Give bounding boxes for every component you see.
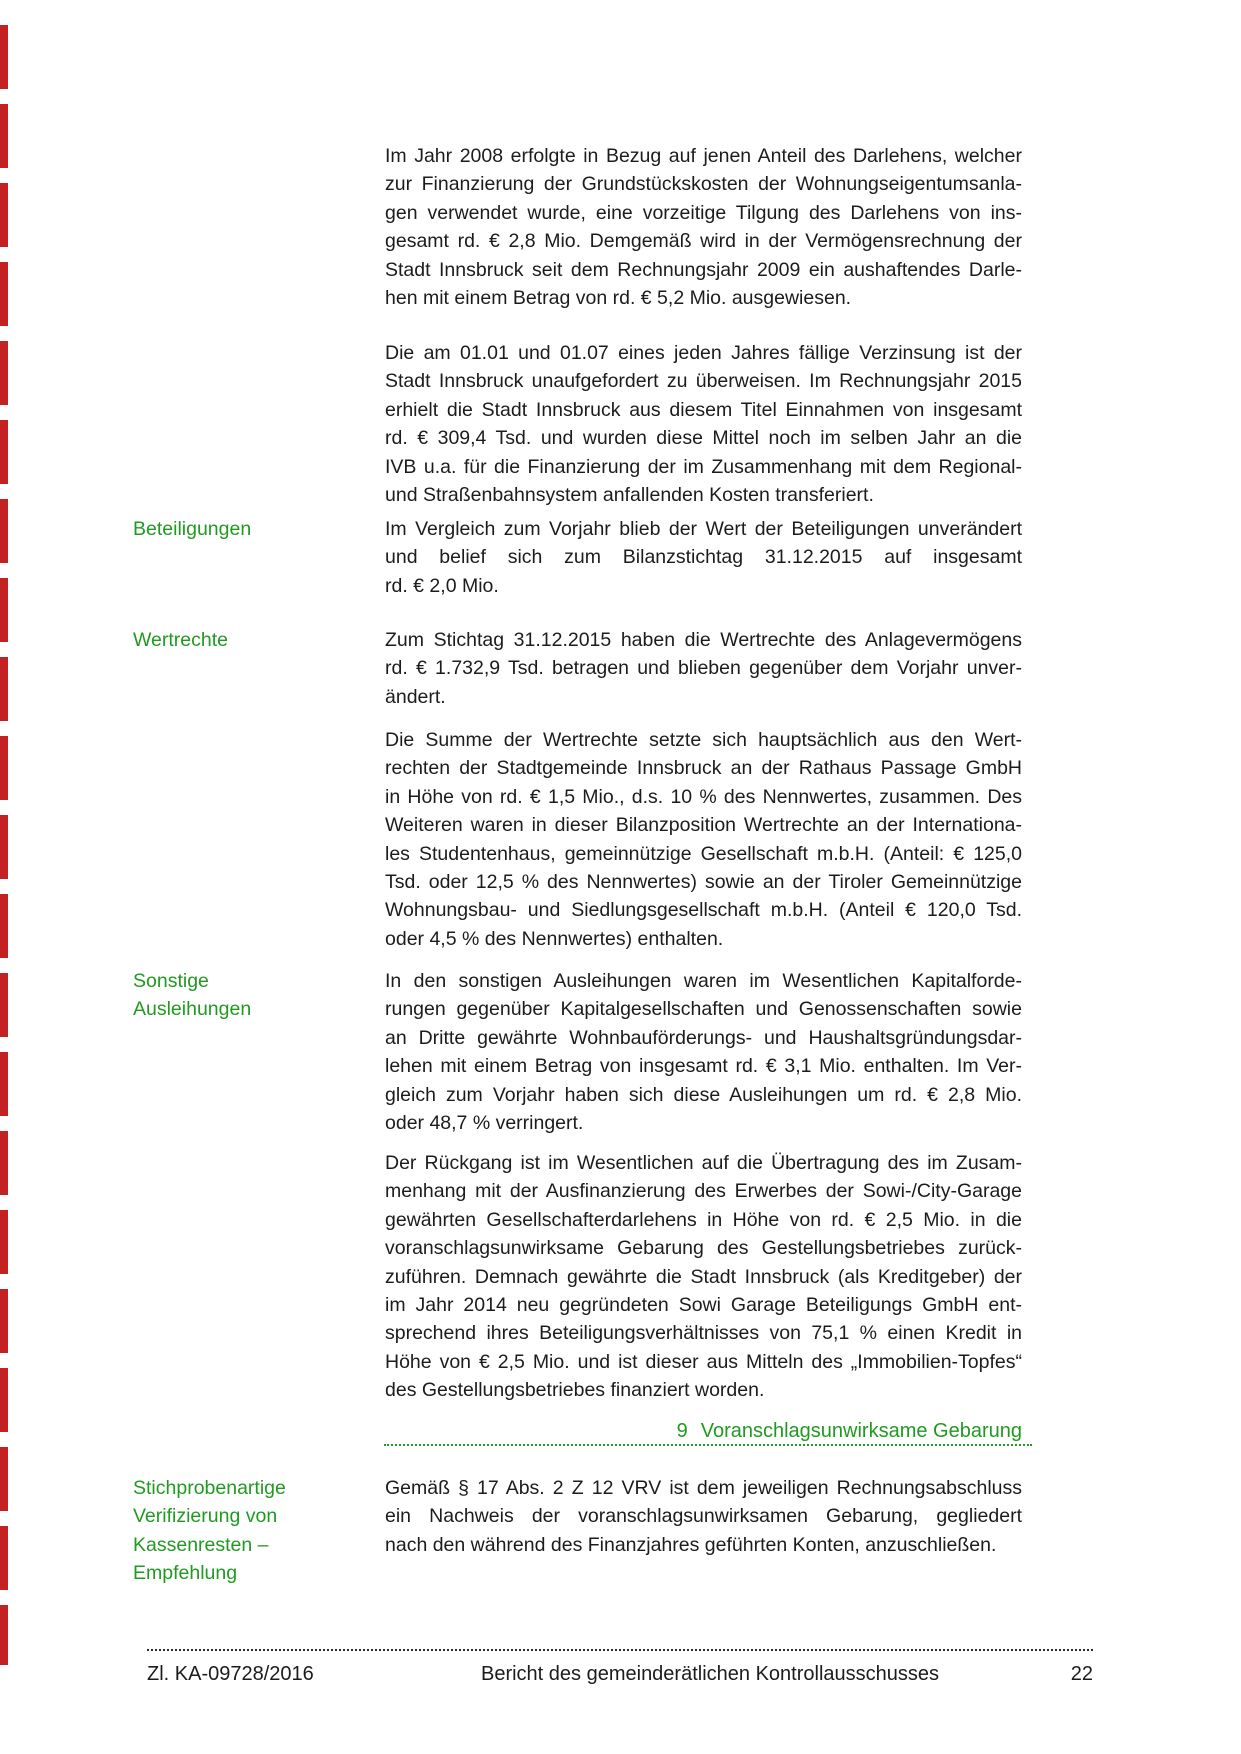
text-line: des Gestellungsbetriebes finanziert worden. [385,1379,765,1402]
text-line: gleich zum Vorjahr haben sich diese Ausleihungen um rd. € 2,8 Mio. [385,1083,1022,1106]
text-line: Die Summe der Wertrechte setzte sich hauptsächlich aus den Wert- [385,729,1022,751]
text-line: zuführen. Demnach gewährte die Stadt Innsbruck (als Kreditgeber) der [385,1265,1022,1288]
text-line: rd. € 309,4 Tsd. und wurden diese Mittel noch im selben Jahr an die [385,427,1022,450]
text-line: und Straßenbahnsystem anfallenden Kosten transferiert. [385,484,874,507]
text-line: und belief sich zum Bilanzstichtag 31.12.2015 auf insgesamt [385,546,1022,569]
text-line: Stadt Innsbruck unaufgefordert zu überweisen. Im Rechnungsjahr 2015 [385,370,1022,393]
text-line: IVB u.a. für die Finanzierung der im Zusammenhang mit dem Regional- [385,455,1022,478]
text-line: ändert. [385,685,446,708]
text-line: Höhe von € 2,5 Mio. und ist dieser aus Mitteln des „Immobilien-Topfes“ [385,1350,1022,1373]
left-edge-scan-marks [0,25,8,1665]
text-line: hen mit einem Betrag von rd. € 5,2 Mio. ausgewiesen. [385,287,852,310]
text-line: Zum Stichtag 31.12.2015 haben die Wertrechte des Anlagevermögens [385,629,1022,651]
margin-label-sonstige-ausleihungen [133,967,375,1024]
paragraph-darlehen-tilgung [385,142,1022,312]
page-footer [147,1661,1093,1687]
text-line: sprechend ihres Beteiligungsverhältnisses von 75,1 % einen Kredit in [385,1322,1022,1345]
text-line: Stadt Innsbruck seit dem Rechnungsjahr 2009 ein aushaftendes Darle- [385,258,1022,281]
margin-label-line: Stichprobenartige [133,1477,286,1499]
text-line: Wohnungsbau- und Siedlungsgesellschaft m.b.H. (Anteil € 120,0 Tsd. [385,899,1022,922]
margin-label-line: Sonstige [133,970,209,992]
text-line: Die am 01.01 und 01.07 eines jeden Jahres fällige Verzinsung ist der [385,342,1022,364]
text-line: Tsd. oder 12,5 % des Nennwertes) sowie an der Tiroler Gemeinnützige [385,871,1022,894]
text-line: nach den während des Finanzjahres geführten Konten, anzuschließen. [385,1533,997,1556]
text-line: les Studentenhaus, gemeinnützige Gesellschaft m.b.H. (Anteil: € 125,0 [385,842,1022,865]
paragraph-kassenreste [385,1474,1022,1559]
text-line: rd. € 2,0 Mio. [385,574,499,597]
footer-dotted-rule [147,1649,1093,1651]
text-line: Gemäß § 17 Abs. 2 Z 12 VRV ist dem jeweiligen Rechnungsabschluss [385,1477,1022,1499]
chapter-heading-dotted-rule [384,1444,1032,1446]
text-line: oder 4,5 % des Nennwertes) enthalten. [385,927,724,950]
paragraph-beteiligungen [385,515,1022,600]
margin-label-wertrechte [133,626,375,654]
text-line: an Dritte gewährte Wohnbauförderungs- und Haushaltsgründungsdar- [385,1026,1022,1049]
text-line: Im Vergleich zum Vorjahr blieb der Wert der Beteiligungen unverändert [385,518,1022,540]
chapter-title: Voranschlagsunwirksame Gebarung [700,1420,1022,1442]
paragraph-wertrechte [385,626,1022,711]
footer-page-number: 22 [1070,1663,1093,1685]
margin-label-line: Kassenresten – [133,1533,269,1556]
paragraph-wertrechte-summe [385,726,1022,953]
chapter-heading [385,1417,1022,1445]
text-line: in Höhe von rd. € 1,5 Mio., d.s. 10 % des Nennwertes, zusammen. Des [385,785,1022,808]
margin-label-line: Beteiligungen [133,518,252,540]
text-line: Der Rückgang ist im Wesentlichen auf die Übertragung des im Zusam- [385,1152,1022,1174]
text-line: Weiteren waren in dieser Bilanzposition Wertrechte an der Internationa- [385,814,1022,837]
margin-label-beteiligungen [133,515,375,543]
text-line: rd. € 1.732,9 Tsd. betragen und blieben gegenüber dem Vorjahr unver- [385,657,1022,680]
margin-label-kassenreste [133,1474,375,1588]
text-line: voranschlagsunwirksame Gebarung des Gestellungsbetriebes zurück- [385,1237,1022,1260]
text-line: ein Nachweis der voranschlagsunwirksamen Gebarung, gegliedert [385,1505,1022,1528]
margin-label-line: Wertrechte [133,629,229,651]
text-line: rechten der Stadtgemeinde Innsbruck an der Rathaus Passage GmbH [385,757,1022,780]
text-line: gen verwendet wurde, eine vorzeitige Tilgung des Darlehens von ins- [385,201,1022,224]
margin-label-line: Ausleihungen [133,998,252,1021]
paragraph-verzinsung [385,339,1022,509]
text-line: zur Finanzierung der Grundstückskosten der Wohnungseigentumsanla- [385,173,1022,196]
text-line: erhielt die Stadt Innsbruck aus diesem Titel Einnahmen von insgesamt [385,398,1022,421]
text-line: gesamt rd. € 2,8 Mio. Demgemäß wird in der Vermögensrechnung der [385,230,1022,253]
text-line: oder 48,7 % verringert. [385,1112,584,1135]
paragraph-rueckgang [385,1149,1022,1405]
footer-reference-number: Zl. KA-09728/2016 [147,1663,314,1685]
text-line: lehen mit einem Betrag von insgesamt rd. € 3,1 Mio. enthalten. Im Ver- [385,1055,1022,1078]
margin-label-line: Verifizierung von [133,1505,278,1528]
text-line: gewährten Gesellschafterdarlehens in Höhe von rd. € 2,5 Mio. in die [385,1208,1022,1231]
paragraph-sonstige-ausleihungen [385,967,1022,1137]
text-line: im Jahr 2014 neu gegründeten Sowi Garage Beteiligungs GmbH ent- [385,1294,1022,1317]
text-line: In den sonstigen Ausleihungen waren im Wesentlichen Kapitalforde- [385,970,1022,992]
margin-label-line: Empfehlung [133,1562,238,1585]
text-line: Im Jahr 2008 erfolgte in Bezug auf jenen Anteil des Darlehens, welcher [385,145,1022,167]
footer-report-title: Bericht des gemeinderätlichen Kontrollausschusses [480,1663,940,1685]
text-line: rungen gegenüber Kapitalgesellschaften und Genossenschaften sowie [385,998,1022,1021]
chapter-number: 9 [676,1420,688,1442]
text-line: menhang mit der Ausfinanzierung des Erwerbes der Sowi-/City-Garage [385,1180,1022,1203]
